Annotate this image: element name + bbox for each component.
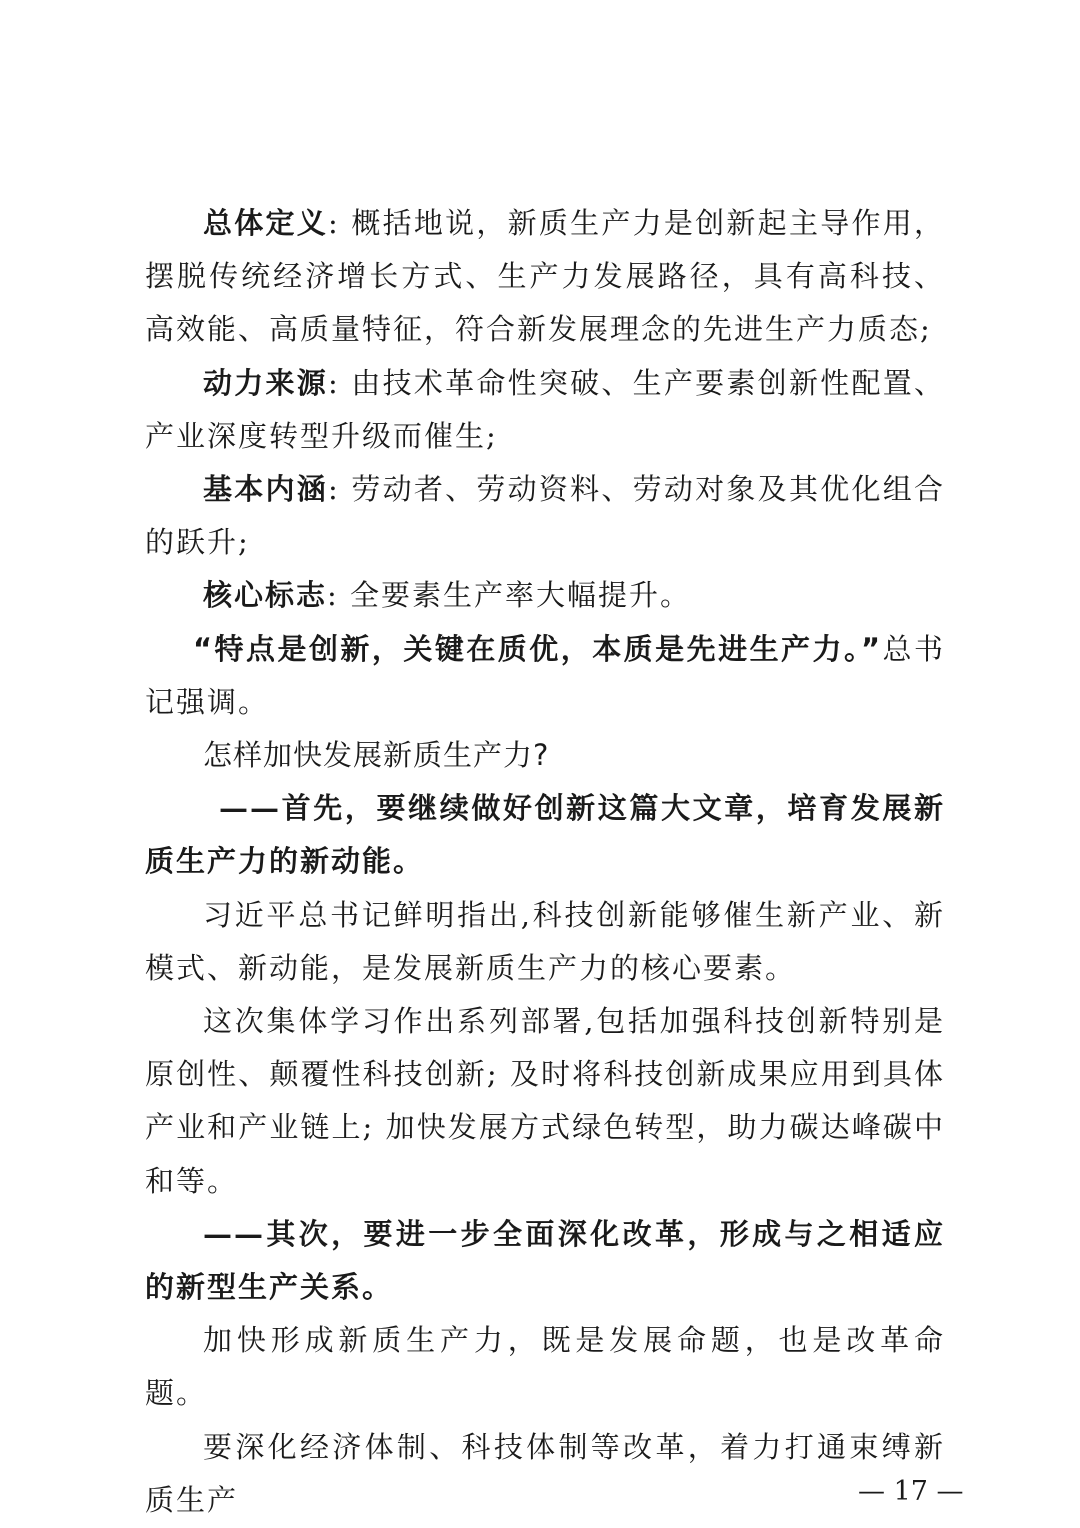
heading-second	[145, 1208, 945, 1314]
heading-first-text: ——首先，要继续做好创新这篇大文章，培育发展新质生产力的新动能。	[145, 791, 945, 879]
paragraph-quote	[145, 623, 945, 729]
paragraph-study-text: 这次集体学习作出系列部署,包括加强科技创新特别是原创性、颠覆性科技创新; 及时将科技创新成果应用到具体产业和产业链上; 加快发展方式绿色转型，助力碳达峰碳中和等。	[145, 1004, 945, 1198]
body-text	[145, 197, 945, 1527]
paragraph-reform-2	[145, 1421, 945, 1527]
term-text: 全要素生产率大幅提升。	[350, 578, 692, 613]
paragraph-xi	[145, 889, 945, 995]
paragraph-reform-1-text: 加快形成新质生产力，既是发展命题，也是改革命题。	[145, 1323, 945, 1411]
term-label: 核心标志	[203, 578, 328, 613]
paragraph-reform-1	[145, 1314, 945, 1420]
paragraph-reform-2-text: 要深化经济体制、科技体制等改革，着力打通束缚新质生产	[145, 1429, 945, 1517]
paragraph-overall-definition	[145, 197, 945, 357]
paragraph-basic-connotation	[145, 463, 945, 569]
question-text: 怎样加快发展新质生产力?	[203, 738, 550, 773]
term-text: 由技术革命性突破、生产要素创新性配置、产业深度转型升级而催生;	[145, 365, 945, 453]
label-separator: :	[328, 365, 340, 400]
quote-rest: 总书记强调。	[145, 631, 945, 719]
heading-second-text: ——其次，要进一步全面深化改革，形成与之相适应的新型生产关系。	[145, 1216, 945, 1305]
paragraph-study	[145, 995, 945, 1208]
page-number: — 17 —	[858, 1476, 964, 1507]
term-label: 动力来源	[203, 365, 329, 400]
term-text: 劳动者、劳动资料、劳动对象及其优化组合的跃升;	[145, 472, 945, 560]
quote-bold: “特点是创新，关键在质优，本质是先进生产力。”	[193, 631, 883, 666]
label-separator: :	[328, 206, 340, 240]
paragraph-xi-text: 习近平总书记鲜明指出,科技创新能够催生新产业、新模式、新动能，是发展新质生产力的核心要素。	[145, 897, 945, 985]
term-label: 基本内涵	[203, 472, 329, 507]
paragraph-question	[145, 729, 945, 782]
label-separator: :	[328, 472, 340, 507]
label-separator: :	[327, 578, 339, 613]
term-text: 概括地说，新质生产力是创新起主导作用，摆脱传统经济增长方式、生产力发展路径，具有高科技、高效能、高质量特征，符合新发展理念的先进生产力质态;	[145, 206, 945, 347]
paragraph-driving-source	[145, 357, 945, 463]
term-label: 总体定义	[203, 206, 329, 240]
heading-first	[145, 782, 945, 888]
paragraph-core-sign	[145, 569, 945, 622]
